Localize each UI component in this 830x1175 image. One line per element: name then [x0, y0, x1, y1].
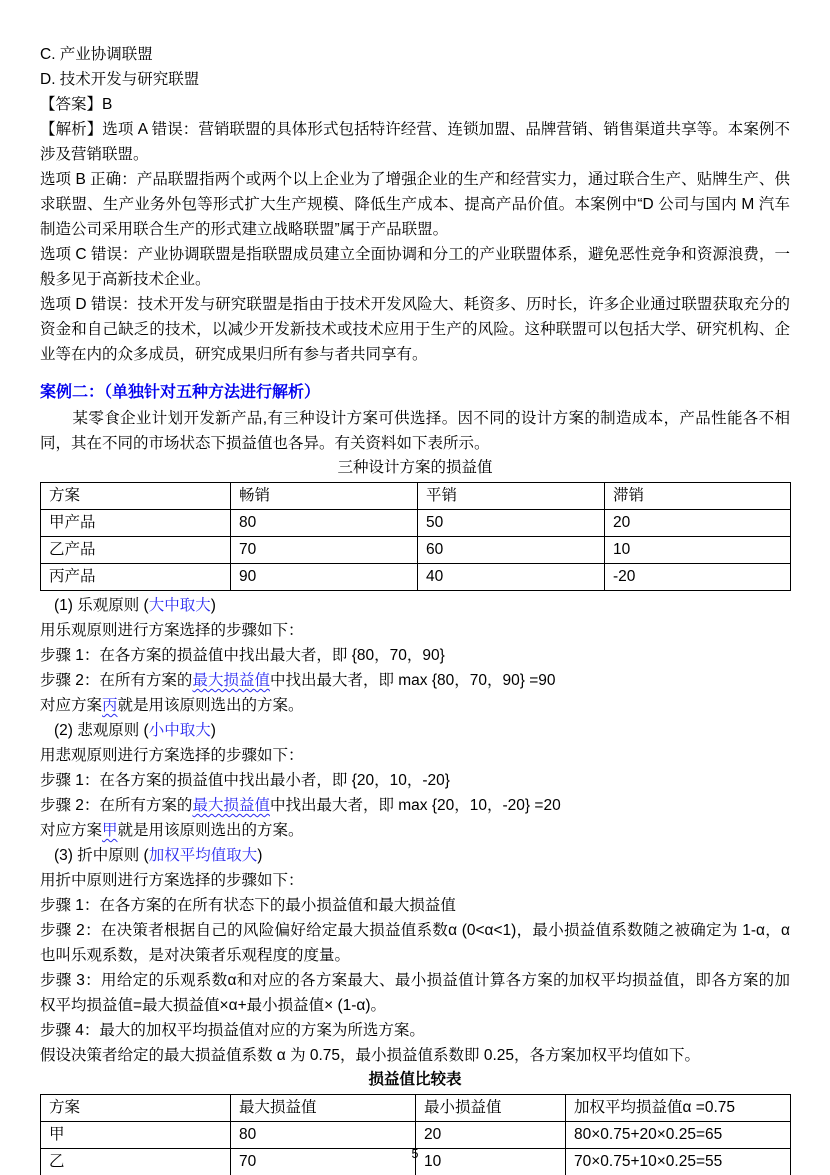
methods-block	[40, 593, 790, 1068]
payoff-table	[40, 482, 791, 591]
method-line	[40, 693, 790, 718]
option-d: D. 技术开发与研究联盟	[40, 71, 200, 88]
text-run: 对应方案	[40, 822, 103, 839]
table-cell: 80×0.75+20×0.25=65	[566, 1122, 791, 1149]
table-cell: 甲产品	[41, 510, 231, 537]
option-c: C. 产业协调联盟	[40, 46, 153, 63]
text-run: (1) 乐观原则 (	[54, 597, 149, 614]
table-cell: 甲	[41, 1122, 231, 1149]
text-run: 步骤 2：在所有方案的	[40, 797, 193, 814]
table-cell: 90	[231, 564, 418, 591]
table-cell: 50	[418, 510, 605, 537]
analysis-block	[40, 117, 790, 367]
method-line	[40, 893, 790, 918]
table-cell: 70	[231, 537, 418, 564]
table-cell: 70×0.75+10×0.25=55	[566, 1149, 791, 1175]
method-line	[40, 743, 790, 768]
table-row	[41, 537, 791, 564]
column-header: 方案	[41, 1095, 231, 1122]
method-line	[40, 1018, 790, 1043]
analysis-paragraph: 选项 B 正确：产品联盟指两个或两个以上企业为了增强企业的生产和经营实力，通过联合生产、贴牌生产、供求联盟、生产业务外包等形式扩大生产规模、降低生产成本、提高产品价值。本案例中“D 公司与国内 M 汽车制造公司采用联合生产的形式建立战略联盟”属于产品联盟。	[40, 171, 790, 238]
table-cell: 60	[418, 537, 605, 564]
table1-title: 三种设计方案的损益值	[337, 459, 493, 476]
table-row	[41, 1122, 791, 1149]
column-header: 最小损益值	[416, 1095, 566, 1122]
answer-line: 【答案】B	[40, 96, 113, 113]
text-run: 假设决策者给定的最大损益值系数 α 为 0.75，最小损益值系数即 0.25，各方案加权平均值如下。	[40, 1047, 701, 1064]
text-run: 用折中原则进行方案选择的步骤如下：	[40, 872, 304, 889]
table-cell: 20	[605, 510, 791, 537]
case2-intro: 某零食企业计划开发新产品,有三种设计方案可供选择。因不同的设计方案的制造成本，产品性能各不相同，其在不同的市场状态下损益值也各异。有关资料如下表所示。	[40, 410, 790, 452]
table-cell: 乙	[41, 1149, 231, 1175]
text-run: 用悲观原则进行方案选择的步骤如下：	[40, 747, 304, 764]
page-number: 5	[411, 1147, 419, 1161]
comparison-table	[40, 1094, 791, 1175]
column-header: 滞销	[605, 483, 791, 510]
method-line	[40, 968, 790, 1018]
method-line	[40, 818, 790, 843]
table-row	[41, 564, 791, 591]
text-run: 用乐观原则进行方案选择的步骤如下：	[40, 622, 304, 639]
method-line	[40, 918, 790, 968]
table-cell: 10	[605, 537, 791, 564]
text-run: 步骤 1：在各方案的在所有状态下的最小损益值和最大损益值	[40, 897, 456, 914]
table-header-row	[41, 483, 791, 510]
highlighted-term: 最大损益值	[192, 672, 270, 689]
text-run: 就是用该原则选出的方案。	[117, 822, 304, 839]
text-run: )	[257, 847, 263, 864]
highlighted-term: 最大损益值	[192, 797, 270, 814]
analysis-paragraph: 【解析】选项 A 错误：营销联盟的具体形式包括特许经营、连锁加盟、品牌营销、销售渠道共享等。本案例不涉及营销联盟。	[40, 121, 790, 163]
text-run: 就是用该原则选出的方案。	[117, 697, 304, 714]
text-run: )	[210, 597, 216, 614]
column-header: 最大损益值	[231, 1095, 416, 1122]
highlighted-term: 大中取大	[148, 597, 211, 614]
method-line	[40, 643, 790, 668]
table-cell: 丙产品	[41, 564, 231, 591]
method-line	[40, 618, 790, 643]
column-header: 加权平均损益值α =0.75	[566, 1095, 791, 1122]
highlighted-term: 小中取大	[148, 722, 211, 739]
method-line	[40, 593, 790, 618]
case2-heading: 案例二：（单独针对五种方法进行解析）	[40, 384, 321, 401]
text-run: )	[210, 722, 216, 739]
table-cell: 10	[416, 1149, 566, 1175]
text-run: 步骤 1：在各方案的损益值中找出最大者，即 {80，70，90}	[40, 647, 445, 664]
method-line	[40, 768, 790, 793]
text-run: 步骤 4：最大的加权平均损益值对应的方案为所选方案。	[40, 1022, 425, 1039]
highlighted-term: 加权平均值取大	[148, 847, 258, 864]
text-run: 步骤 2：在所有方案的	[40, 672, 193, 689]
table-cell: 40	[418, 564, 605, 591]
text-run: 对应方案	[40, 697, 103, 714]
method-line	[40, 868, 790, 893]
method-line	[40, 843, 790, 868]
method-line	[40, 718, 790, 743]
text-run: 步骤 1：在各方案的损益值中找出最小者，即 {20，10，-20}	[40, 772, 450, 789]
text-run: 步骤 3：用给定的乐观系数α和对应的各方案最大、最小损益值计算各方案的加权平均损益值，即各方案的加权平均损益值=最大损益值×α+最小损益值× (1-α)。	[40, 972, 790, 1014]
table-cell: 80	[231, 1122, 416, 1149]
highlighted-term: 丙	[102, 697, 118, 714]
text-run: (2) 悲观原则 (	[54, 722, 149, 739]
analysis-paragraph: 选项 C 错误：产业协调联盟是指联盟成员建立全面协调和分工的产业联盟体系，避免恶性竞争和资源浪费，一般多见于高新技术企业。	[40, 246, 790, 288]
column-header: 畅销	[231, 483, 418, 510]
table2-title: 损益值比较表	[368, 1071, 462, 1088]
table-cell: 乙产品	[41, 537, 231, 564]
analysis-paragraph: 选项 D 错误：技术开发与研究联盟是指由于技术开发风险大、耗资多、历时长，许多企业通过联盟获取充分的资金和自己缺乏的技术，以减少开发新技术或技术应用于生产的风险。这种联盟可以包括大学、研究机构、企业等在内的众多成员，研究成果归所有参与者共同享有。	[40, 296, 790, 363]
method-line	[40, 793, 790, 818]
column-header: 方案	[41, 483, 231, 510]
text-run: (3) 折中原则 (	[54, 847, 149, 864]
table-cell: 70	[231, 1149, 416, 1175]
method-line	[40, 1043, 790, 1068]
table-cell: -20	[605, 564, 791, 591]
table-header-row	[41, 1095, 791, 1122]
text-run: 中找出最大者，即 max {20，10，-20} =20	[269, 797, 561, 814]
table-cell: 80	[231, 510, 418, 537]
table-cell: 20	[416, 1122, 566, 1149]
column-header: 平销	[418, 483, 605, 510]
method-line	[40, 668, 790, 693]
table-row	[41, 510, 791, 537]
section-gap	[40, 367, 790, 379]
highlighted-term: 甲	[102, 822, 118, 839]
text-run: 步骤 2：在决策者根据自己的风险偏好给定最大损益值系数α (0<α<1)，最小损益值系数随之被确定为 1-α，α也叫乐观系数，是对决策者乐观程度的度量。	[40, 922, 790, 964]
text-run: 中找出最大者，即 max {80，70，90} =90	[269, 672, 556, 689]
